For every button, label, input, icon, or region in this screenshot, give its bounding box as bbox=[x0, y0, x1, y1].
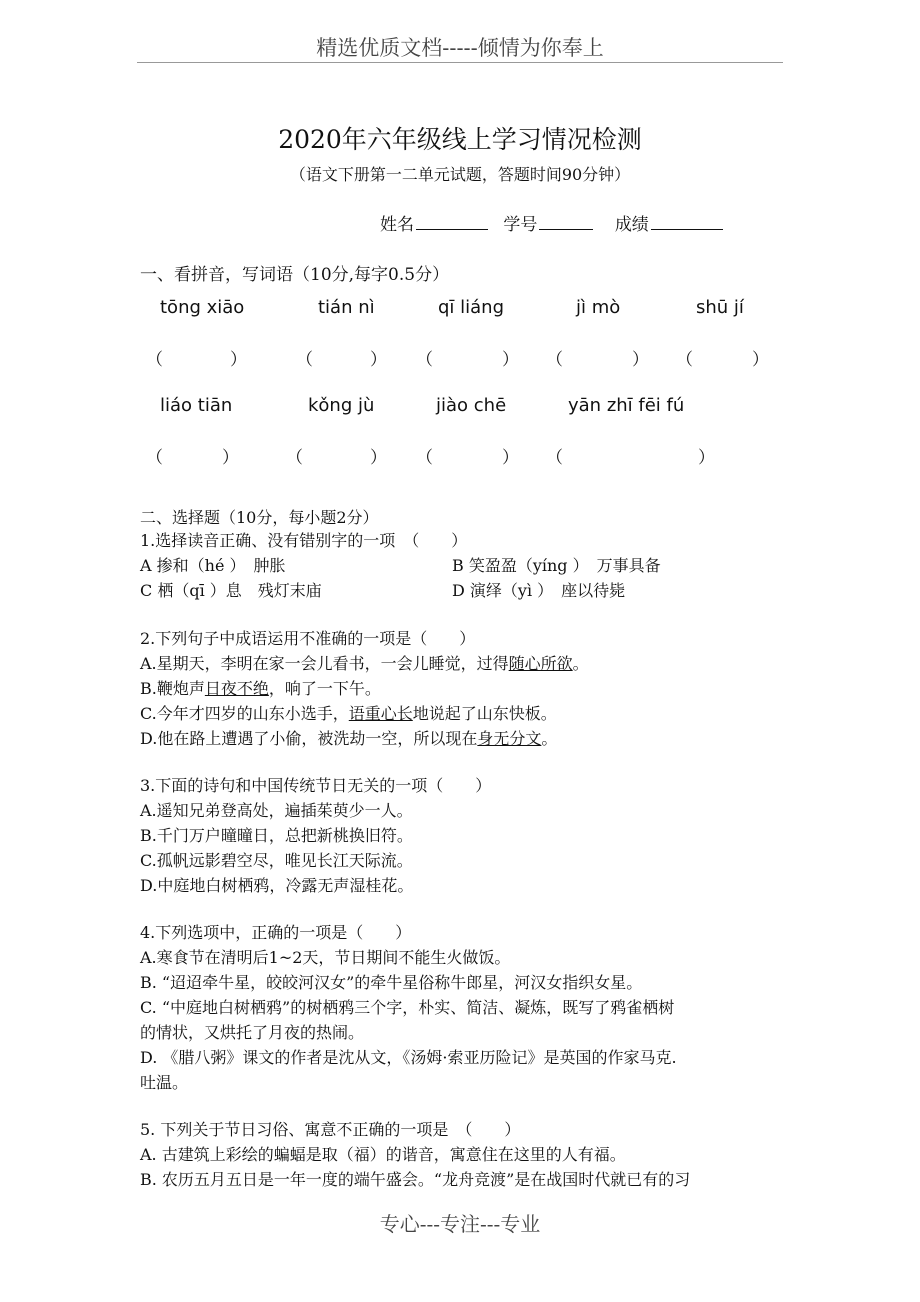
page-title: 2020年六年级线上学习情况检测 bbox=[278, 125, 642, 154]
answer-paren-open: （ bbox=[146, 448, 163, 468]
score-blank bbox=[651, 215, 723, 230]
question-4-stem: 4.下列选项中，正确的一项是（ ） bbox=[140, 923, 412, 942]
page-subtitle: （语文下册第一二单元试题，答题时间90分钟） bbox=[289, 165, 631, 184]
answer-paren-close: ） bbox=[370, 350, 387, 370]
page-header: 精选优质文档-----倾情为你奉上 bbox=[316, 36, 604, 60]
question-5-option-b: B. 农历五月五日是一年一度的端午盛会。“龙舟竞渡”是在战国时代就已有的习 bbox=[140, 1170, 691, 1189]
question-1-option-a: A 掺和（hé ） 肿胀 bbox=[140, 556, 286, 575]
pinyin-item: qī liáng bbox=[438, 297, 505, 318]
name-label: 姓名 bbox=[380, 215, 414, 235]
underlined-idiom: 日夜不绝 bbox=[204, 679, 269, 698]
answer-paren-open: （ bbox=[296, 350, 313, 370]
question-3-option-c: C.孤帆远影碧空尽，唯见长江天际流。 bbox=[140, 851, 413, 870]
option-text: ，响了一下午。 bbox=[268, 679, 381, 698]
answer-paren-open: （ bbox=[416, 350, 433, 370]
question-1-option-b: B 笑盈盈（yíng ） 万事具备 bbox=[452, 556, 661, 575]
question-3-option-a: A.遥知兄弟登高处，遍插茱萸少一人。 bbox=[140, 801, 413, 820]
answer-paren-close: ） bbox=[222, 448, 239, 468]
number-blank bbox=[539, 215, 593, 230]
question-4-option-c-line2: 的情状，又烘托了月夜的热闹。 bbox=[140, 1023, 365, 1042]
option-text: B.鞭炮声 bbox=[140, 679, 205, 698]
question-4-option-c-line1: C. “中庭地白树栖鸦”的树栖鸦三个字，朴实、简洁、凝炼，既写了鸦雀栖树 bbox=[140, 998, 675, 1017]
pinyin-item: liáo tiān bbox=[160, 395, 233, 416]
answer-paren-close: ） bbox=[632, 350, 649, 370]
name-blank bbox=[416, 215, 488, 230]
underlined-idiom: 语重心长 bbox=[348, 704, 413, 723]
question-1-stem: 1.选择读音正确、没有错别字的一项 （ ） bbox=[140, 531, 468, 550]
question-4-option-d-line2: 吐温。 bbox=[140, 1073, 189, 1092]
question-1-option-d: D 演绎（yì ） 座以待毙 bbox=[452, 581, 626, 600]
underlined-idiom: 身无分文 bbox=[477, 729, 542, 748]
question-4-option-a: A.寒食节在清明后1~2天，节日期间不能生火做饭。 bbox=[140, 948, 511, 967]
question-3-option-b: B.千门万户曈曈日，总把新桃换旧符。 bbox=[140, 826, 413, 845]
pinyin-item: yān zhī fēi fú bbox=[568, 395, 685, 416]
question-2-option-b bbox=[140, 676, 381, 701]
pinyin-item: tián nì bbox=[318, 297, 375, 318]
question-2-stem: 2.下列句子中成语运用不准确的一项是（ ） bbox=[140, 629, 476, 648]
option-text: 。 bbox=[541, 729, 558, 748]
pinyin-item: jiào chē bbox=[436, 395, 507, 416]
answer-paren-close: ） bbox=[502, 350, 519, 370]
question-2-option-c bbox=[140, 701, 557, 726]
question-2-option-d bbox=[140, 726, 557, 751]
question-1-option-c: C 栖（qī ）息 残灯末庙 bbox=[140, 581, 322, 600]
answer-paren-close: ） bbox=[752, 350, 769, 370]
pinyin-item: kǒng jù bbox=[308, 395, 375, 416]
header-divider bbox=[137, 62, 783, 63]
section1-heading: 一、看拼音，写词语（10分,每字0.5分） bbox=[140, 265, 450, 285]
question-4-option-d-line1: D. 《腊八粥》课文的作者是沈从文，《汤姆·索亚历险记》是英国的作家马克. bbox=[140, 1048, 677, 1067]
underlined-idiom: 随心所欲 bbox=[508, 654, 573, 673]
answer-paren-open: （ bbox=[146, 350, 163, 370]
question-3-stem: 3.下面的诗句和中国传统节日无关的一项（ ） bbox=[140, 776, 492, 795]
answer-paren-close: ） bbox=[370, 448, 387, 468]
option-text: A.星期天，李明在家一会儿看书，一会儿睡觉，过得 bbox=[140, 654, 509, 673]
answer-paren-open: （ bbox=[676, 350, 693, 370]
score-label: 成绩 bbox=[614, 215, 649, 235]
answer-paren-open: （ bbox=[416, 448, 433, 468]
option-text: 地说起了山东快板。 bbox=[412, 704, 557, 723]
page-footer: 专心---专注---专业 bbox=[379, 1212, 541, 1236]
option-text: 。 bbox=[572, 654, 589, 673]
answer-paren-open: （ bbox=[546, 448, 563, 468]
number-label: 学号 bbox=[503, 215, 538, 235]
question-5-option-a: A. 古建筑上彩绘的蝙蝠是取（福）的谐音，寓意住在这里的人有福。 bbox=[140, 1145, 626, 1164]
pinyin-item: jì mò bbox=[576, 297, 621, 318]
answer-paren-open: （ bbox=[286, 448, 303, 468]
answer-paren-open: （ bbox=[546, 350, 563, 370]
question-2-option-a bbox=[140, 651, 589, 676]
option-text: C.今年才四岁的山东小选手， bbox=[140, 704, 349, 723]
section2-heading: 二、选择题（10分，每小题2分） bbox=[140, 508, 379, 527]
answer-paren-close: ） bbox=[502, 448, 519, 468]
option-text: D.他在路上遭遇了小偷，被洗劫一空，所以现在 bbox=[140, 729, 478, 748]
pinyin-item: tōng xiāo bbox=[160, 297, 245, 318]
answer-paren-close: ） bbox=[230, 350, 247, 370]
pinyin-item: shū jí bbox=[696, 297, 744, 318]
question-5-stem: 5. 下列关于节日习俗、寓意不正确的一项是 （ ） bbox=[140, 1120, 521, 1139]
student-info-line bbox=[380, 210, 725, 235]
question-3-option-d: D.中庭地白树栖鸦，冷露无声湿桂花。 bbox=[140, 876, 414, 895]
answer-paren-close: ） bbox=[698, 448, 715, 468]
question-4-option-b: B. “迢迢牵牛星，皎皎河汉女”的牵牛星俗称牛郎星，河汉女指织女星。 bbox=[140, 973, 643, 992]
